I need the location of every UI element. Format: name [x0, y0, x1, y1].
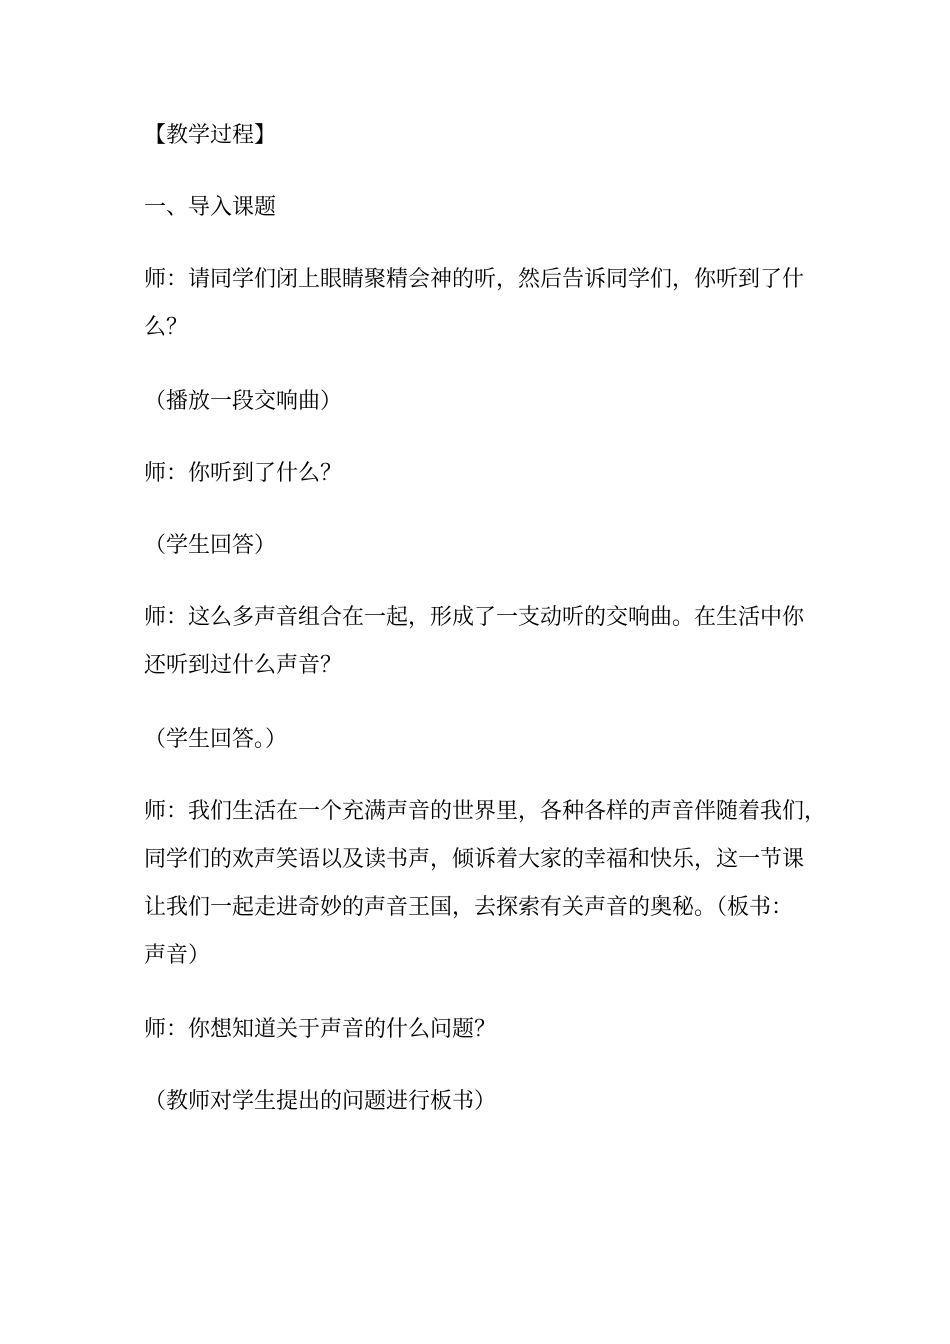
paragraph — [144, 594, 814, 690]
paragraph — [144, 1006, 814, 1054]
section-title-text: 【教学过程】 — [144, 123, 277, 148]
paragraph — [144, 522, 814, 570]
paragraph-line: （学生回答。） — [144, 727, 288, 752]
paragraph — [144, 1078, 814, 1126]
paragraph-line: 还听到过什么声音？ — [144, 653, 343, 678]
paragraph-line: （教师对学生提出的问题进行板书） — [144, 1089, 497, 1114]
section-title — [144, 112, 814, 160]
paragraph — [144, 256, 814, 352]
heading — [144, 184, 814, 232]
heading-text: 一、导入课题 — [144, 195, 277, 220]
paragraph-line: 声音） — [144, 943, 211, 968]
paragraph-line: 师：这么多声音组合在一起，形成了一支动听的交响曲。在生活中你 — [144, 605, 805, 630]
paragraph-line: 师：我们生活在一个充满声音的世界里，各种各样的声音伴随着我们， — [144, 799, 827, 824]
paragraph-line: 让我们一起走进奇妙的声音王国，去探索有关声音的奥秘。（板书： — [144, 895, 794, 920]
paragraph-line: 同学们的欢声笑语以及读书声，倾诉着大家的幸福和快乐，这一节课 — [144, 847, 805, 872]
paragraph-line: 师：请同学们闭上眼睛聚精会神的听，然后告诉同学们，你听到了什 — [144, 267, 805, 292]
paragraph-line: 师：你听到了什么？ — [144, 461, 343, 486]
paragraph-line: （播放一段交响曲） — [144, 389, 343, 414]
paragraph-line: 师：你想知道关于声音的什么问题？ — [144, 1017, 497, 1042]
paragraph — [144, 716, 814, 764]
paragraph — [144, 788, 827, 980]
paragraph — [144, 450, 814, 498]
paragraph-line: （学生回答） — [144, 533, 277, 558]
paragraph-line: 么？ — [144, 315, 189, 340]
paragraph — [144, 378, 814, 426]
